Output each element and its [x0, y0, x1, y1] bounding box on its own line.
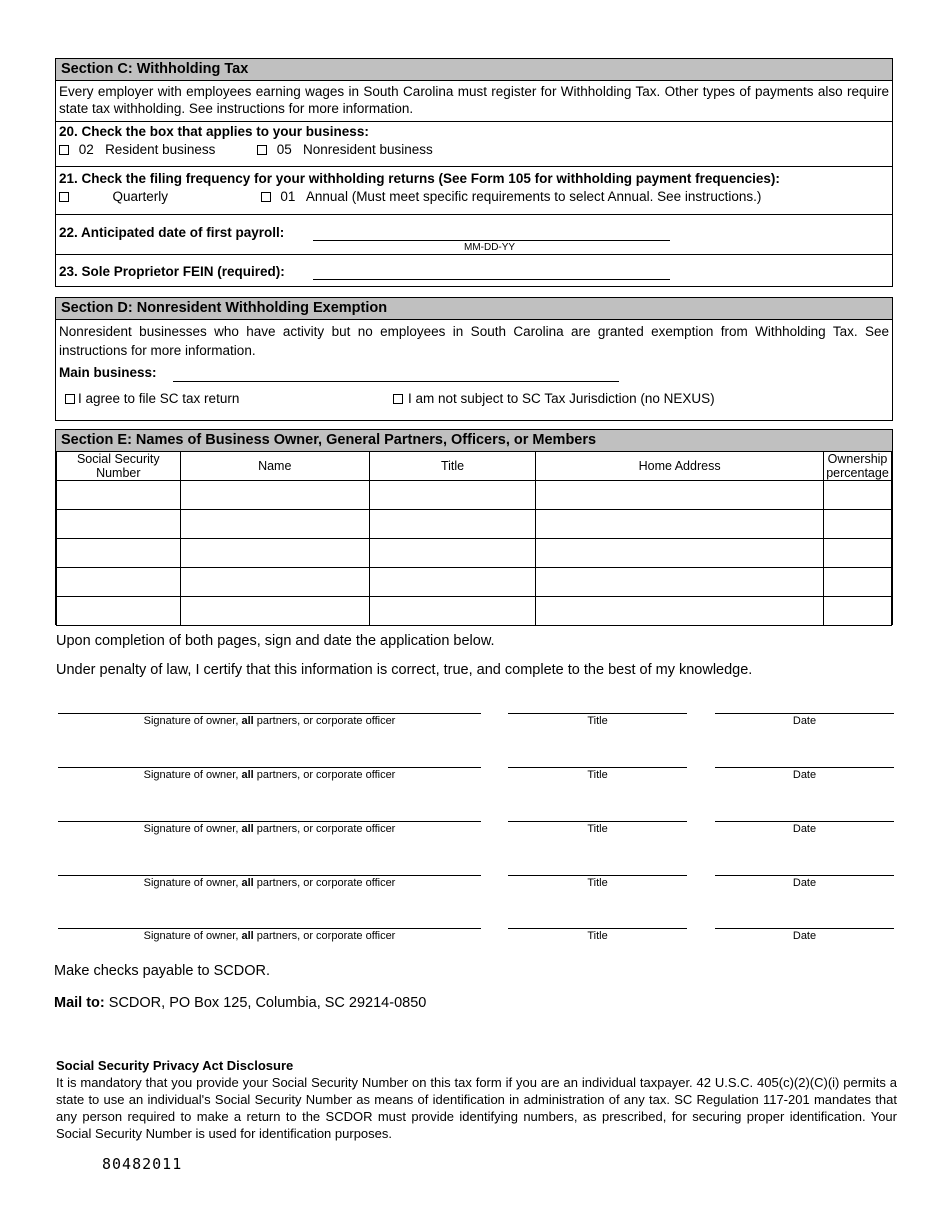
q22-row: [56, 214, 892, 254]
title-cell[interactable]: [369, 568, 535, 597]
date-label: Date: [792, 769, 817, 781]
mail-to-label: Mail to:: [54, 995, 105, 1011]
ssn-cell[interactable]: [57, 568, 181, 597]
signature-label-emphasis: all: [241, 930, 254, 942]
signature-label-suffix: partners, or corporate officer: [253, 823, 396, 835]
agree-file-checkbox[interactable]: [65, 394, 75, 404]
quarterly-label: Quarterly: [112, 189, 169, 204]
title-label: Title: [587, 769, 608, 781]
section-e-title: Section E: Names of Business Owner, General Partners, Officers, or Members: [56, 430, 892, 451]
annual-checkbox[interactable]: [261, 192, 271, 202]
table-row: [57, 481, 892, 510]
date-format-hint: MM-DD-YY: [464, 242, 516, 253]
name-cell[interactable]: [180, 481, 369, 510]
ssn-cell[interactable]: [57, 510, 181, 539]
signature-label-emphasis: all: [241, 823, 254, 835]
signature-line[interactable]: [58, 913, 481, 929]
title-cell[interactable]: [369, 539, 535, 568]
signature-label-emphasis: all: [241, 715, 254, 727]
ownership-cell[interactable]: [824, 568, 892, 597]
quarterly-checkbox[interactable]: [59, 192, 69, 202]
q22-label: 22. Anticipated date of first payroll:: [59, 225, 285, 240]
address-cell[interactable]: [536, 597, 824, 626]
q20-label: 20. Check the box that applies to your business:: [59, 124, 369, 139]
certification-statement: Under penalty of law, I certify that this information is correct, true, and complete to the best of my knowledge.: [56, 662, 753, 678]
ownership-cell[interactable]: [824, 510, 892, 539]
date-label: Date: [792, 877, 817, 889]
signature-label-prefix: Signature of owner,: [143, 823, 242, 835]
table-row: [57, 539, 892, 568]
q21-row: [56, 166, 892, 214]
column-header-address: Home Address: [536, 452, 824, 481]
form-code: 80482011: [102, 1155, 183, 1173]
ssn-cell[interactable]: [57, 481, 181, 510]
column-header-name: Name: [180, 452, 369, 481]
signature-label-prefix: Signature of owner,: [143, 715, 242, 727]
name-cell[interactable]: [180, 510, 369, 539]
signature-line[interactable]: [58, 806, 481, 822]
signature-label: [58, 715, 481, 727]
title-line[interactable]: [508, 806, 687, 822]
resident-label: Resident business: [105, 142, 216, 157]
ownership-cell[interactable]: [824, 539, 892, 568]
signature-label: [58, 877, 481, 889]
title-cell[interactable]: [369, 510, 535, 539]
checks-payable-note: Make checks payable to SCDOR.: [54, 963, 270, 979]
section-c-intro: Every employer with employees earning wages in South Carolina must register for Withholding Tax. Other types of payments also require state tax withholding. See instructions for more information.: [56, 80, 892, 121]
address-cell[interactable]: [536, 539, 824, 568]
table-row: [57, 568, 892, 597]
signature-label-suffix: partners, or corporate officer: [253, 877, 396, 889]
address-cell[interactable]: [536, 510, 824, 539]
ssn-cell[interactable]: [57, 597, 181, 626]
name-cell[interactable]: [180, 568, 369, 597]
title-line[interactable]: [508, 752, 687, 768]
title-line[interactable]: [508, 860, 687, 876]
q21-label: 21. Check the filing frequency for your withholding returns (See Form 105 for withholding payment frequencies):: [59, 171, 780, 186]
section-e: [55, 429, 893, 625]
mail-to: [54, 995, 426, 1011]
nonresident-code: 05: [276, 142, 292, 157]
section-c-title: Section C: Withholding Tax: [56, 59, 892, 80]
table-row: [57, 597, 892, 626]
signature-label: [58, 930, 481, 942]
privacy-text: It is mandatory that you provide your Social Security Number on this tax form if you are an individual taxpayer. 42 U.S.C. 405(c)(2)(C)(i) permits a state to use an individual's Social Security Number as means of identification in administration of any tax. SC Regulation 117-201 mandates that any person required to make a return to the SCDOR must provide identifying numbers, as prescribed, for securing proper identification. Your Social Security Number is used for identification purposes.: [56, 1075, 897, 1141]
no-nexus-label: I am not subject to SC Tax Jurisdiction (no NEXUS): [408, 391, 715, 406]
signature-line[interactable]: [58, 698, 481, 714]
nonresident-checkbox[interactable]: [257, 145, 267, 155]
owners-header-row: [57, 452, 892, 481]
name-cell[interactable]: [180, 597, 369, 626]
column-header-title: Title: [369, 452, 535, 481]
column-header-ownership: Ownership percentage: [824, 452, 892, 481]
signature-label: [58, 823, 481, 835]
mail-to-address: SCDOR, PO Box 125, Columbia, SC 29214-0850: [108, 995, 427, 1011]
date-line[interactable]: [715, 806, 894, 822]
title-line[interactable]: [508, 913, 687, 929]
fein-field[interactable]: [313, 262, 670, 280]
title-cell[interactable]: [369, 597, 535, 626]
nonresident-label: Nonresident business: [302, 142, 433, 157]
date-line[interactable]: [715, 860, 894, 876]
column-header-ssn: Social Security Number: [57, 452, 181, 481]
resident-checkbox[interactable]: [59, 145, 69, 155]
signature-label-suffix: partners, or corporate officer: [253, 715, 396, 727]
date-label: Date: [792, 930, 817, 942]
section-d-intro: Nonresident businesses who have activity but no employees in South Carolina are granted exemption from Withholding Tax. See instructions for more information.: [59, 324, 889, 358]
signature-label-emphasis: all: [241, 877, 254, 889]
title-label: Title: [587, 930, 608, 942]
section-d-title: Section D: Nonresident Withholding Exemption: [56, 298, 892, 319]
date-label: Date: [792, 823, 817, 835]
signature-label-prefix: Signature of owner,: [143, 769, 242, 781]
section-d: [55, 297, 893, 421]
privacy-title: Social Security Privacy Act Disclosure: [56, 1058, 294, 1073]
signature-line[interactable]: [58, 860, 481, 876]
signature-label-suffix: partners, or corporate officer: [253, 930, 396, 942]
q23-label: 23. Sole Proprietor FEIN (required):: [59, 264, 285, 279]
ownership-cell[interactable]: [824, 597, 892, 626]
no-nexus-checkbox[interactable]: [393, 394, 403, 404]
table-row: [57, 510, 892, 539]
title-label: Title: [587, 823, 608, 835]
ownership-cell[interactable]: [824, 481, 892, 510]
signature-label-prefix: Signature of owner,: [143, 877, 242, 889]
q20-row: [56, 121, 892, 166]
date-label: Date: [792, 715, 817, 727]
date-line[interactable]: [715, 913, 894, 929]
section-c: [55, 58, 893, 287]
date-line[interactable]: [715, 698, 894, 714]
title-cell[interactable]: [369, 481, 535, 510]
title-line[interactable]: [508, 698, 687, 714]
annual-code: 01: [280, 189, 296, 204]
date-line[interactable]: [715, 752, 894, 768]
signature-label: [58, 769, 481, 781]
signature-label-prefix: Signature of owner,: [143, 930, 242, 942]
signature-label-emphasis: all: [241, 769, 254, 781]
owners-table: [56, 451, 892, 626]
completion-instruction: Upon completion of both pages, sign and date the application below.: [56, 633, 495, 649]
address-cell[interactable]: [536, 568, 824, 597]
name-cell[interactable]: [180, 539, 369, 568]
main-business-field[interactable]: [173, 364, 619, 382]
title-label: Title: [587, 715, 608, 727]
agree-file-label: I agree to file SC tax return: [78, 391, 240, 406]
signature-label-suffix: partners, or corporate officer: [253, 769, 396, 781]
payroll-date-field[interactable]: [313, 223, 670, 241]
ssn-cell[interactable]: [57, 539, 181, 568]
q23-row: [56, 254, 892, 288]
signature-line[interactable]: [58, 752, 481, 768]
main-business-label: Main business:: [59, 365, 157, 380]
title-label: Title: [587, 877, 608, 889]
resident-code: 02: [78, 142, 94, 157]
annual-label: Annual (Must meet specific requirements to select Annual. See instructions.): [305, 189, 762, 204]
address-cell[interactable]: [536, 481, 824, 510]
